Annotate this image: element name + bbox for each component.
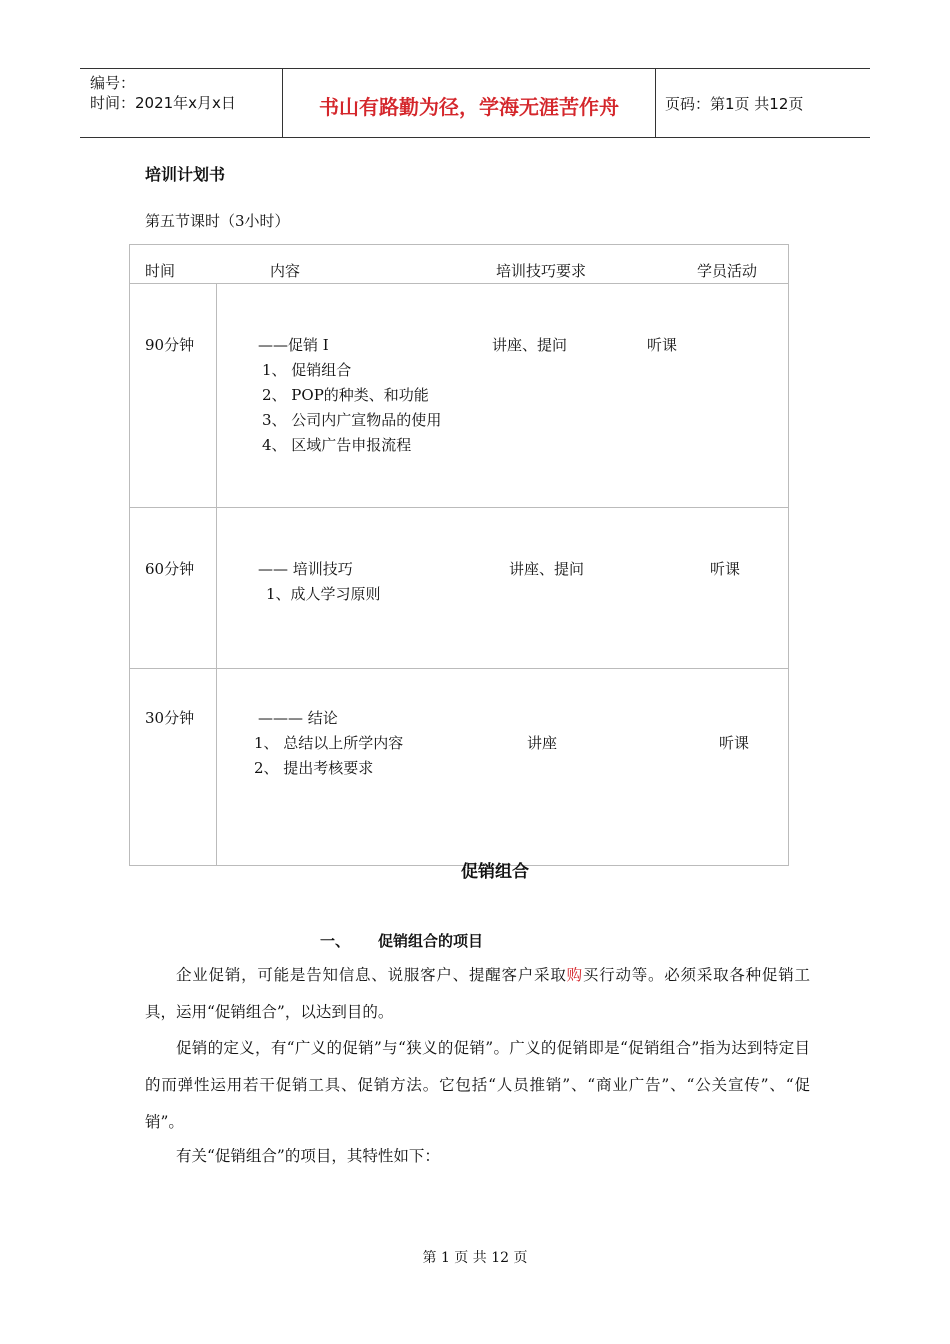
paragraph: 有关“促销组合”的项目，其特性如下： — [176, 1147, 440, 1165]
subsection-title: 促销组合的项目 — [378, 932, 484, 950]
column-header-method: 培训技巧要求 — [496, 262, 587, 280]
row-item: 3、 公司内广宣物品的使用 — [262, 411, 442, 429]
highlighted-char: 购 — [566, 966, 583, 984]
row-activity: 听课 — [710, 560, 741, 578]
row-item: 4、 区域广告申报流程 — [262, 436, 412, 454]
row-method: 讲座、提问 — [492, 336, 568, 354]
row-item: 1、 促销组合 — [262, 361, 352, 379]
column-header-activity: 学员活动 — [697, 262, 758, 280]
header-page-number: 页码：第1页 共12页 — [665, 95, 804, 113]
row-method: 讲座 — [527, 734, 558, 752]
page-footer: 第 1 页 共 12 页 — [422, 1250, 528, 1266]
row-time: 60分钟 — [145, 560, 195, 578]
table-divider — [130, 507, 788, 508]
row-activity: 听课 — [719, 734, 750, 752]
schedule-table — [129, 244, 789, 866]
page-header — [80, 68, 870, 138]
lesson-label: 第五节课时（3小时） — [145, 212, 290, 230]
row-item: 1、成人学习原则 — [266, 585, 381, 603]
paragraph — [145, 957, 810, 1031]
subsection-heading — [320, 930, 483, 951]
paragraph-text: 买行动等。必须采取各种促销工具，运用“促销组合”，以达到目的。 — [145, 966, 810, 1021]
serial-label: 编号： — [90, 74, 136, 92]
column-header-time: 时间 — [145, 262, 176, 280]
row-topic: ——促销 Ⅰ — [258, 336, 329, 354]
section-title: 促销组合 — [461, 862, 529, 882]
table-divider — [216, 283, 217, 865]
header-divider — [655, 69, 656, 137]
subsection-number: 一、 — [320, 932, 351, 950]
row-time: 30分钟 — [145, 709, 195, 727]
table-divider — [130, 283, 788, 284]
paragraph: 促销的定义，有“广义的促销”与“狭义的促销”。广义的促销即是“促销组合”指为达到特定目的而弹性运用若干促销工具、促销方法。它包括“人员推销”、“商业广告”、“公关宣传”、“促销”。 — [145, 1039, 810, 1131]
header-meta — [90, 73, 236, 113]
row-item: 1、 总结以上所学内容 — [254, 734, 404, 752]
document-title: 培训计划书 — [145, 165, 226, 184]
header-motto: 书山有路勤为径，学海无涯苦作舟 — [319, 95, 619, 119]
row-time: 90分钟 — [145, 336, 195, 354]
table-divider — [130, 668, 788, 669]
row-method: 讲座、提问 — [509, 560, 585, 578]
row-topic: ——— 结论 — [258, 709, 338, 727]
date-label: 时间：2021年x月x日 — [90, 94, 236, 112]
column-header-content: 内容 — [270, 262, 301, 280]
row-item: 2、 POP的种类、和功能 — [262, 386, 429, 404]
row-topic: —— 培训技巧 — [258, 560, 353, 578]
paragraph-text: 企业促销，可能是告知信息、说服客户、提醒客户采取 — [176, 966, 567, 984]
row-item: 2、 提出考核要求 — [254, 759, 374, 777]
row-activity: 听课 — [647, 336, 678, 354]
